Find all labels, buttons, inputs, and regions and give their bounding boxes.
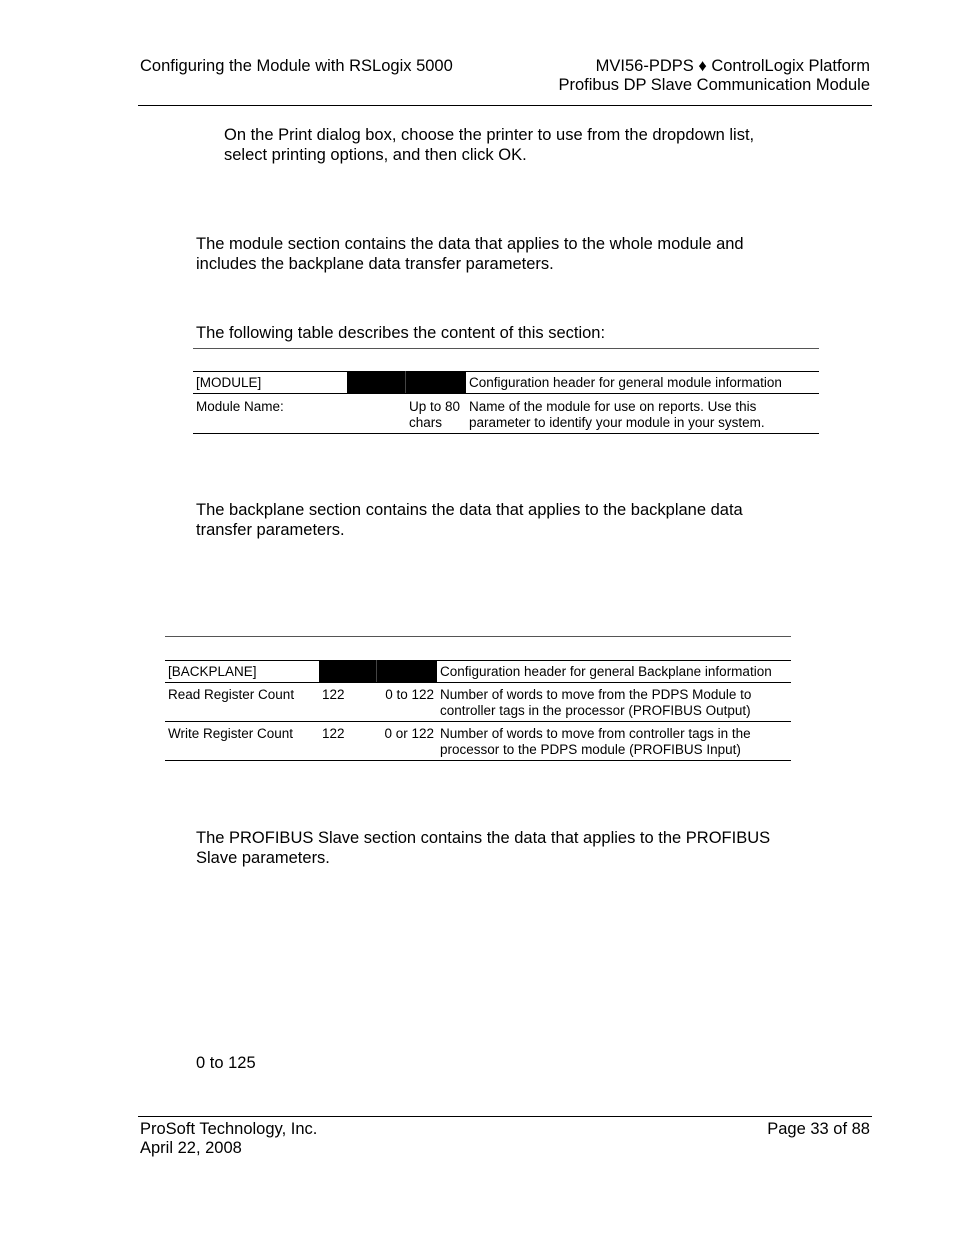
param-desc-line: parameter to identify your module in your system. [469,415,765,430]
footer-company: ProSoft Technology, Inc. [140,1120,318,1138]
backplane-section-intro [196,500,743,540]
param-description [437,683,791,722]
backplane-header-name: [BACKPLANE] [165,661,319,683]
param-desc-line: controller tags in the processor (PROFIBUS Output) [440,703,751,718]
module-config-table [193,371,819,434]
header-product-line: MVI56-PDPS ♦ ControlLogix Platform [595,57,870,75]
profibus-intro-line: The PROFIBUS Slave section contains the data that applies to the PROFIBUS [196,829,771,847]
param-description [437,722,791,761]
table-row [165,683,791,722]
module-header-description: Configuration header for general module information [466,372,819,394]
print-instruction-line: On the Print dialog box, choose the printer to use from the dropdown list, [224,126,755,144]
module-table-intro: The following table describes the content of this section: [196,324,606,342]
print-instruction [224,125,754,165]
page-header-product [558,57,870,95]
profibus-range-text: 0 to 125 [196,1054,256,1072]
table-row [165,722,791,761]
footer-date: April 22, 2008 [140,1139,242,1157]
header-module-line: Profibus DP Slave Communication Module [558,76,870,94]
param-description [466,394,819,434]
backplane-table-header-row [165,661,791,683]
header-black-cell [405,372,466,394]
backplane-intro-line: transfer parameters. [196,521,345,539]
param-name: Read Register Count [165,683,319,722]
page-footer-left [140,1120,317,1158]
table-row [193,394,819,434]
param-desc-line: processor to the PDPS module (PROFIBUS Input) [440,742,741,757]
backplane-config-table [165,660,791,761]
header-divider [138,105,872,106]
param-range-line: Up to 80 [409,399,461,414]
module-intro-line: The module section contains the data that applies to the whole module and [196,235,744,253]
param-desc-line: Number of words to move from controller tags in the [440,726,751,741]
footer-page-number: Page 33 of 88 [767,1120,870,1138]
page-header-title: Configuring the Module with RSLogix 5000 [140,57,453,75]
param-default [347,394,405,434]
param-range [405,394,466,434]
header-black-cell [347,372,405,394]
print-instruction-line: select printing options, and then click OK. [224,146,527,164]
param-name: Write Register Count [165,722,319,761]
backplane-intro-line: The backplane section contains the data that applies to the backplane data [196,501,743,519]
module-intro-line: includes the backplane data transfer parameters. [196,255,554,273]
param-range: 0 or 122 [376,722,437,761]
header-black-cell [376,661,437,683]
module-table-header-row [193,372,819,394]
param-desc-line: Number of words to move from the PDPS Module to [440,687,752,702]
header-black-cell [319,661,376,683]
footer-divider [138,1116,872,1117]
param-range-line: chars [409,415,443,430]
module-table-top-rule [193,348,819,349]
module-section-intro [196,234,744,274]
backplane-header-description: Configuration header for general Backplane information [437,661,791,683]
profibus-intro-line: Slave parameters. [196,849,330,867]
param-name: Module Name: [193,394,347,434]
backplane-table-top-rule [165,636,791,637]
param-range: 0 to 122 [376,683,437,722]
module-header-name: [MODULE] [193,372,347,394]
param-desc-line: Name of the module for use on reports. Use this [469,399,757,414]
param-default: 122 [319,683,376,722]
param-default: 122 [319,722,376,761]
profibus-section-intro [196,828,770,868]
